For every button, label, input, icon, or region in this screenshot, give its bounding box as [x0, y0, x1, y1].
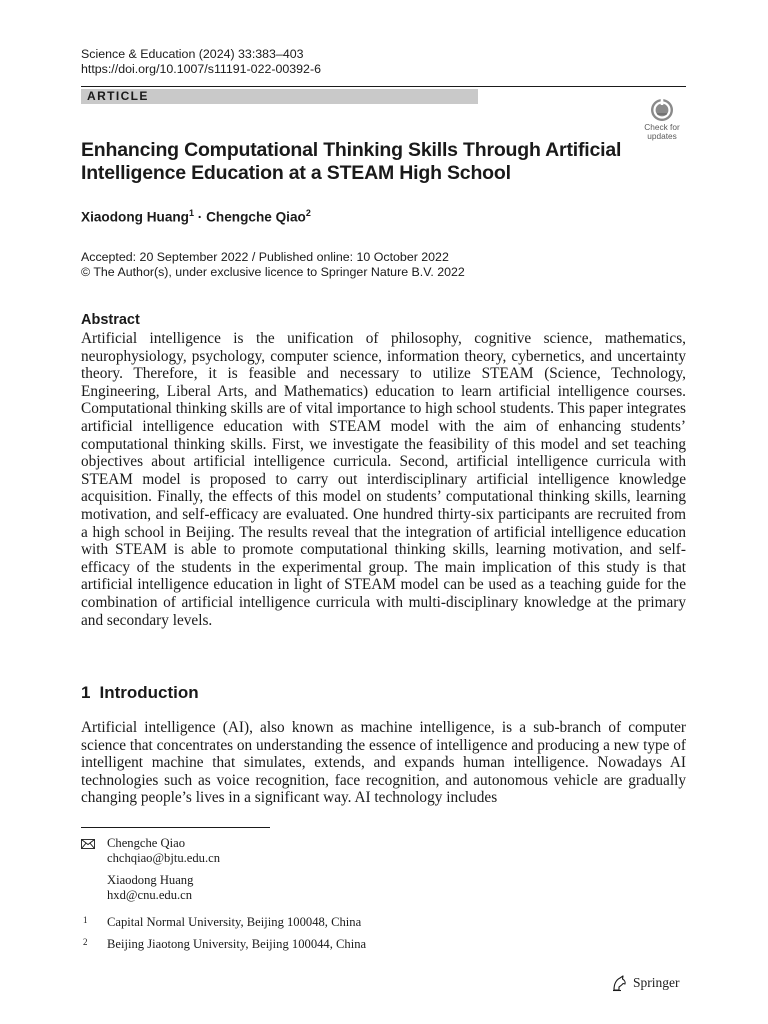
- section-number: 1: [81, 683, 91, 702]
- abstract-heading: Abstract: [81, 312, 140, 328]
- publication-dates: Accepted: 20 September 2022 / Published online: 10 October 2022: [81, 250, 449, 264]
- publisher-logo: [611, 974, 680, 992]
- corresponding-author-email[interactable]: chchqiao@bjtu.edu.cn: [107, 851, 221, 865]
- affiliation-number: 2: [83, 937, 88, 947]
- article-title: Enhancing Computational Thinking Skills Through Artificial Intelligence Education at a STEAM High School: [81, 139, 622, 184]
- abstract-text: Artificial intelligence is the unification of philosophy, cognitive science, mathematics, neurophysiology, psychology, computer science, information theory, cybernetics, and uncertainty theory. Therefore, it is feasible and necessary to utilize STEAM (Science, Technology, Engineering, Liberal Arts, and Mathematics) education to learn artificial intelligence courses. Computational thinking skills are of vital importance to high school students. This paper integrates artificial intelligence education with STEAM model with the aim of enhancing students’ computational thinking skills. First, we investigate the feasibility of this model and set teaching objectives about artificial intelligence curricula. Second, artificial intelligence curricula with STEAM model is proposed to carry out interdisciplinary artificial intelligence knowledge acquisition. Finally, the effects of this model on students’ computational thinking skills, learning motivation, and self-efficacy are evaluated. One hundred thirty-six participants are recruited from a high school in Beijing. The results reveal that the integration of artificial intelligence education with STEAM is able to promote computational thinking skills, learning motivation, and self-efficacy of the students in the experimental group. The main implication of this study is that artificial intelligence education in light of STEAM model can be used as a teaching guide for the combination of artificial intelligence curricula with multi-disciplinary knowledge at the primary and secondary levels.: [81, 330, 686, 629]
- badge-line2: updates: [647, 131, 677, 141]
- corresponding-author-name: Chengche Qiao: [107, 836, 185, 850]
- envelope-icon: [81, 839, 95, 849]
- author-separator: ·: [194, 209, 207, 225]
- badge-line1: Check for: [644, 122, 680, 132]
- affiliation-number: 1: [83, 915, 88, 925]
- section-title: Introduction: [99, 683, 199, 702]
- author-name[interactable]: Chengche Qiao: [206, 209, 306, 225]
- publisher-name: Springer: [633, 975, 680, 990]
- copyright-notice: © The Author(s), under exclusive licence to Springer Nature B.V. 2022: [81, 265, 465, 279]
- affiliation-text: Beijing Jiaotong University, Beijing 100044, China: [107, 937, 367, 951]
- affiliation-text: Capital Normal University, Beijing 100048, China: [107, 915, 362, 929]
- journal-reference: Science & Education (2024) 33:383–403: [81, 47, 304, 61]
- author-list: [81, 208, 311, 225]
- doi-link[interactable]: https://doi.org/10.1007/s11191-022-00392-6: [81, 62, 321, 76]
- affiliation-marker: 2: [305, 208, 311, 218]
- affiliation-marker: 1: [189, 208, 195, 218]
- header-rule: [81, 86, 686, 87]
- author-email-footnote[interactable]: hxd@cnu.edu.cn: [107, 888, 193, 902]
- section-heading-introduction: [81, 683, 199, 703]
- check-for-updates-icon: [636, 97, 688, 143]
- article-type-band: ARTICLE: [81, 89, 478, 104]
- check-for-updates-badge[interactable]: [636, 97, 688, 143]
- springer-horse-icon: [611, 974, 628, 992]
- author-name[interactable]: Xiaodong Huang: [81, 209, 189, 225]
- author-name-footnote: Xiaodong Huang: [107, 873, 194, 887]
- footnote-rule: [81, 827, 270, 828]
- introduction-text: Artificial intelligence (AI), also known as machine intelligence, is a sub-branch of computer science that concentrates on understanding the essence of intelligence and producing a new type of intelligent machine that simulates, extends, and expands human intelligence. Nowadays AI technologies such as voice recognition, face recognition, and autonomous vehicle are gradually changing people’s lives in a significant way. AI technology includes: [81, 719, 686, 807]
